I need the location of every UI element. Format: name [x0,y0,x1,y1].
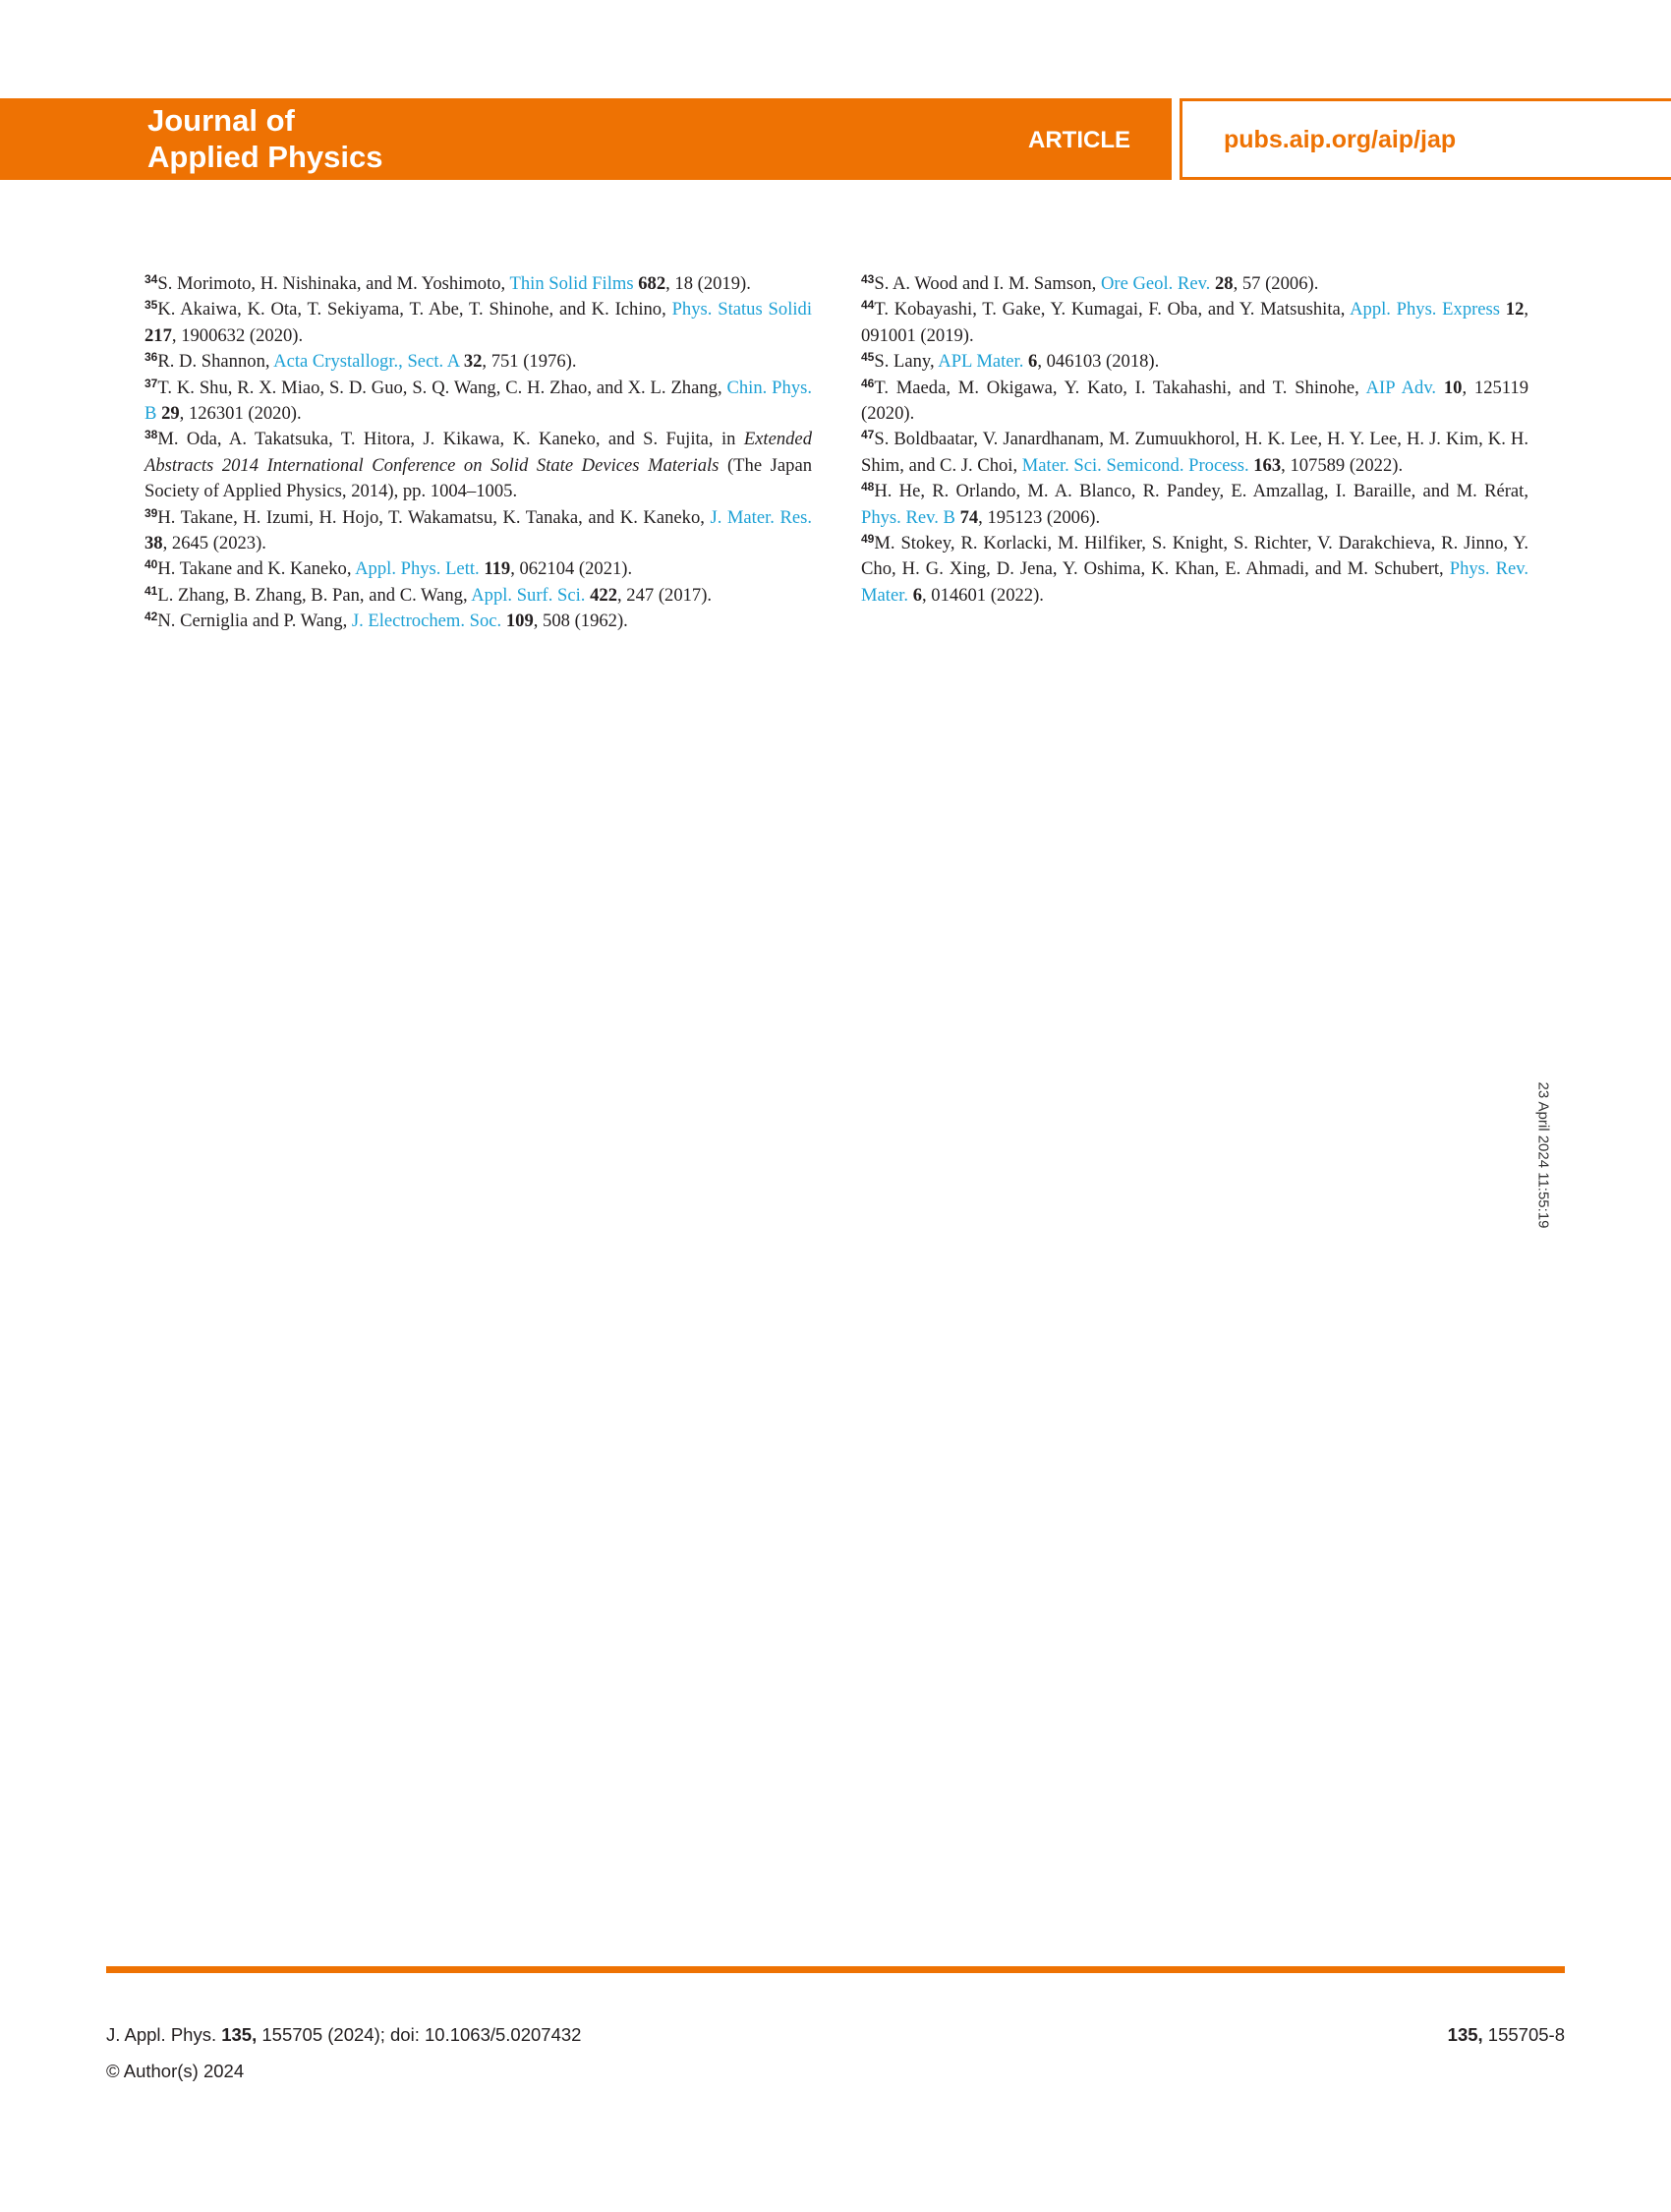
footer-page-volume: 135, [1447,2024,1483,2045]
footer-page-article: 155705-8 [1482,2024,1565,2045]
reference-number: 44 [861,298,875,313]
reference-journal-link[interactable]: AIP Adv. [1365,377,1437,398]
reference-40 [144,556,812,582]
reference-44 [861,297,1528,349]
reference-authors: T. Maeda, M. Okigawa, Y. Kato, I. Takahashi, and T. Shinohe, [874,377,1366,398]
reference-number: 37 [144,376,158,390]
reference-41 [144,583,812,609]
reference-authors: T. Kobayashi, T. Gake, Y. Kumagai, F. Oba, and Y. Matsushita, [874,299,1351,320]
reference-pages-year: (The Japan Society of Applied Physics, 2014), pp. 1004–1005. [144,454,812,502]
reference-volume: 28 [1214,273,1234,294]
reference-pages-year: , 247 (2017). [617,584,713,606]
journal-title-line-1: Journal of [147,103,295,138]
reference-volume: 74 [959,506,979,528]
references-column-right [861,271,1528,609]
reference-journal-link[interactable]: Phys. Status Solidi [671,299,812,320]
reference-journal-link[interactable]: Mater. Sci. Semicond. Process. [1021,454,1249,476]
reference-43 [861,271,1528,297]
reference-pages-year: , 107589 (2022). [1281,454,1404,476]
reference-authors: L. Zhang, B. Zhang, B. Pan, and C. Wang, [157,584,472,606]
journal-header [0,98,1671,180]
reference-journal-link[interactable]: Appl. Phys. Lett. [355,558,480,580]
footer-copyright: © Author(s) 2024 [106,2061,245,2081]
reference-volume: 12 [1505,299,1525,320]
reference-authors: K. Akaiwa, K. Ota, T. Sekiyama, T. Abe, T. Shinohe, and K. Ichino, [157,299,672,320]
reference-journal-link[interactable]: Acta Crystallogr., Sect. A [273,351,460,373]
reference-number: 39 [144,505,158,520]
reference-number: 49 [861,532,875,547]
reference-pages-year: , 57 (2006). [1233,273,1319,294]
reference-authors: H. Takane, H. Izumi, H. Hojo, T. Wakamatsu, K. Tanaka, and K. Kaneko, [157,506,711,528]
reference-volume: 682 [638,273,666,294]
article-type-label: ARTICLE [1028,127,1130,153]
reference-46 [861,376,1528,428]
reference-pages-year: , 014601 (2022). [921,584,1044,606]
reference-volume: 32 [463,351,483,373]
reference-number: 45 [861,350,875,365]
footer-rule [106,1966,1565,1973]
reference-number: 40 [144,557,158,572]
reference-journal-link[interactable]: Phys. Rev. B [861,506,955,528]
reference-pages-year: , 062104 (2021). [510,558,633,580]
reference-pages-year: , 18 (2019). [665,273,751,294]
reference-number: 36 [144,350,158,365]
reference-pages-year: , 2645 (2023). [162,533,266,554]
reference-number: 35 [144,298,158,313]
reference-journal-link[interactable]: Chin. Phys. B [144,377,812,425]
references-column-left [144,271,812,635]
download-timestamp [1533,1072,1553,1239]
reference-35 [144,297,812,349]
reference-volume: 6 [912,584,922,606]
reference-49 [861,531,1528,609]
reference-number: 34 [144,272,158,286]
reference-pages-year: , 046103 (2018). [1037,351,1160,373]
header-band [0,98,1172,180]
reference-number: 47 [861,428,875,442]
reference-pages-year: , 125119 (2020). [861,377,1528,425]
reference-volume: 163 [1253,454,1282,476]
reference-47 [861,427,1528,479]
reference-pages-year: , 126301 (2020). [179,403,302,425]
reference-volume: 119 [484,558,511,580]
reference-42 [144,609,812,634]
reference-pages-year: , 091001 (2019). [861,299,1529,346]
reference-number: 46 [861,376,875,390]
reference-pages-year: , 195123 (2006). [978,506,1101,528]
reference-45 [861,349,1528,375]
footer-page-number [1448,2024,1565,2046]
reference-pages-year: , 508 (1962). [533,611,628,632]
reference-authors: S. A. Wood and I. M. Samson, [874,273,1101,294]
reference-48 [861,479,1528,531]
reference-authors: N. Cerniglia and P. Wang, [157,611,352,632]
header-site-box [1180,98,1671,180]
footer-citation-journal: J. Appl. Phys. [106,2024,222,2045]
reference-volume: 38 [144,533,163,554]
reference-authors: S. Lany, [874,351,939,373]
reference-authors: S. Morimoto, H. Nishinaka, and M. Yoshimoto, [157,273,510,294]
download-timestamp-text: 23 April 2024 11:55:19 [1534,1081,1552,1229]
reference-36 [144,349,812,375]
reference-journal-link[interactable]: Appl. Phys. Express [1350,299,1501,320]
reference-volume: 29 [161,403,180,425]
reference-authors: H. Takane and K. Kaneko, [157,558,356,580]
reference-journal-link[interactable]: J. Electrochem. Soc. [351,611,502,632]
reference-pages-year: , 751 (1976). [482,351,577,373]
journal-site-link[interactable]: pubs.aip.org/aip/jap [1224,126,1457,153]
reference-number: 41 [144,583,158,598]
reference-journal-link[interactable]: Thin Solid Films [509,273,634,294]
reference-authors: M. Oda, A. Takatsuka, T. Hitora, J. Kikawa, K. Kaneko, and S. Fujita, in [157,429,744,450]
reference-number: 42 [144,610,158,624]
reference-volume: 422 [590,584,617,606]
reference-authors: M. Stokey, R. Korlacki, M. Hilfiker, S. Knight, S. Richter, V. Darakchieva, R. Jinno, Y. Cho, H. G. Xing, D. Jena, Y. Oshima, K. Khan, E. Ahmadi, and M. Schubert, [861,533,1528,580]
reference-39 [144,505,812,557]
footer-citation-volume: 135, [221,2024,258,2045]
footer-citation [106,2024,581,2046]
reference-journal-link[interactable]: Ore Geol. Rev. [1100,273,1211,294]
reference-journal-link[interactable]: Phys. Rev. Mater. [861,558,1528,606]
reference-authors: T. K. Shu, R. X. Miao, S. D. Guo, S. Q. Wang, C. H. Zhao, and X. L. Zhang, [157,377,727,398]
journal-title-line-2: Applied Physics [147,140,383,174]
reference-authors: H. He, R. Orlando, M. A. Blanco, R. Pandey, E. Amzallag, I. Baraille, and M. Rérat, [874,481,1528,502]
reference-38 [144,427,812,504]
reference-pages-year: , 1900632 (2020). [171,324,304,346]
journal-title [147,102,382,175]
footer-citation-doi[interactable]: 155705 (2024); doi: 10.1063/5.0207432 [257,2024,582,2045]
reference-journal-link[interactable]: Appl. Surf. Sci. [471,584,586,606]
reference-volume: 10 [1443,377,1463,398]
reference-34 [144,271,812,297]
reference-title: Extended Abstracts 2014 International Conference on Solid State Devices Materials [144,429,812,476]
reference-authors: R. D. Shannon, [157,351,274,373]
reference-number: 43 [861,272,875,286]
reference-volume: 217 [144,324,172,346]
reference-37 [144,376,812,428]
reference-number: 48 [861,480,875,495]
reference-authors: S. Boldbaatar, V. Janardhanam, M. Zumuukhorol, H. K. Lee, H. Y. Lee, H. J. Kim, K. H. Shim, and C. J. Choi, [861,429,1528,476]
reference-volume: 109 [505,611,534,632]
reference-journal-link[interactable]: APL Mater. [938,351,1024,373]
reference-volume: 6 [1028,351,1038,373]
reference-number: 38 [144,428,158,442]
reference-journal-link[interactable]: J. Mater. Res. [710,506,813,528]
